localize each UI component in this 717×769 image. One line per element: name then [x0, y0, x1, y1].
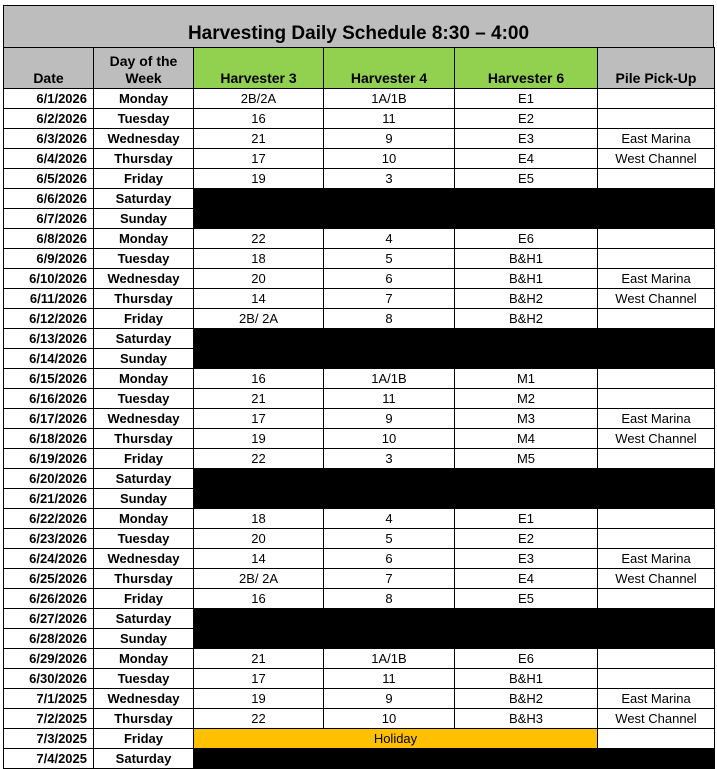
date-cell[interactable]: 6/19/2026	[4, 449, 94, 469]
harvester-6-cell[interactable]: B&H3	[455, 709, 598, 729]
day-cell[interactable]: Thursday	[94, 709, 194, 729]
date-cell[interactable]: 6/6/2026	[4, 189, 94, 209]
day-cell[interactable]: Sunday	[94, 629, 194, 649]
day-cell[interactable]: Sunday	[94, 349, 194, 369]
harvester-4-cell[interactable]: 11	[324, 109, 455, 129]
table-row	[4, 209, 715, 229]
table-row	[4, 729, 715, 749]
harvester-6-cell[interactable]: E1	[455, 89, 598, 109]
date-cell[interactable]: 6/4/2026	[4, 149, 94, 169]
table-row	[4, 569, 715, 589]
harvester-6-cell[interactable]: B&H2	[455, 309, 598, 329]
date-cell[interactable]: 6/25/2026	[4, 569, 94, 589]
date-cell[interactable]: 6/12/2026	[4, 309, 94, 329]
harvester-4-cell[interactable]: 10	[324, 709, 455, 729]
table-row	[4, 669, 715, 689]
harvester-3-cell[interactable]: 20	[194, 269, 324, 289]
harvester-3-cell[interactable]: 14	[194, 289, 324, 309]
day-cell[interactable]: Tuesday	[94, 109, 194, 129]
harvester-4-cell[interactable]: 8	[324, 309, 455, 329]
header-harvester-6[interactable]: Harvester 6	[455, 48, 598, 89]
schedule-table	[3, 47, 715, 769]
table-row	[4, 149, 715, 169]
harvester-4-cell[interactable]: 9	[324, 689, 455, 709]
harvester-3-cell[interactable]: 2B/ 2A	[194, 309, 324, 329]
day-cell[interactable]: Monday	[94, 89, 194, 109]
harvester-6-cell[interactable]: M3	[455, 409, 598, 429]
day-cell[interactable]: Friday	[94, 449, 194, 469]
harvester-6-cell[interactable]: B&H1	[455, 669, 598, 689]
table-row	[4, 609, 715, 629]
harvester-4-cell[interactable]: 11	[324, 389, 455, 409]
weekend-blocked-cell[interactable]	[194, 489, 715, 509]
header-date[interactable]: Date	[4, 48, 94, 89]
harvester-4-cell[interactable]: 11	[324, 669, 455, 689]
harvester-3-cell[interactable]: 19	[194, 429, 324, 449]
date-cell[interactable]: 6/28/2026	[4, 629, 94, 649]
pile-pick-up-cell[interactable]: West Channel	[598, 149, 715, 169]
date-cell[interactable]: 6/1/2026	[4, 89, 94, 109]
harvester-4-cell[interactable]: 10	[324, 149, 455, 169]
pile-pick-up-cell[interactable]	[598, 249, 715, 269]
harvester-3-cell[interactable]: 16	[194, 589, 324, 609]
date-cell[interactable]: 7/1/2025	[4, 689, 94, 709]
weekend-blocked-cell[interactable]	[194, 189, 715, 209]
harvester-4-cell[interactable]: 5	[324, 529, 455, 549]
table-row	[4, 189, 715, 209]
harvester-3-cell[interactable]: 18	[194, 509, 324, 529]
holiday-cell[interactable]: Holiday	[194, 729, 598, 749]
table-row	[4, 529, 715, 549]
day-cell[interactable]: Saturday	[94, 469, 194, 489]
harvester-3-cell[interactable]: 21	[194, 129, 324, 149]
date-cell[interactable]: 6/13/2026	[4, 329, 94, 349]
pile-pick-up-cell[interactable]: East Marina	[598, 269, 715, 289]
harvester-3-cell[interactable]: 16	[194, 109, 324, 129]
day-cell[interactable]: Tuesday	[94, 529, 194, 549]
day-cell[interactable]: Friday	[94, 589, 194, 609]
day-cell[interactable]: Wednesday	[94, 409, 194, 429]
harvester-3-cell[interactable]: 16	[194, 369, 324, 389]
harvester-4-cell[interactable]: 4	[324, 509, 455, 529]
pile-pick-up-cell[interactable]	[598, 669, 715, 689]
date-cell[interactable]: 6/14/2026	[4, 349, 94, 369]
date-cell[interactable]: 6/5/2026	[4, 169, 94, 189]
table-row	[4, 249, 715, 269]
day-cell[interactable]: Tuesday	[94, 669, 194, 689]
day-cell[interactable]: Saturday	[94, 189, 194, 209]
date-cell[interactable]: 6/8/2026	[4, 229, 94, 249]
schedule-title: Harvesting Daily Schedule 8:30 – 4:00	[3, 5, 714, 47]
weekend-blocked-cell[interactable]	[194, 609, 715, 629]
day-cell[interactable]: Monday	[94, 649, 194, 669]
harvester-4-cell[interactable]: 1A/1B	[324, 89, 455, 109]
date-cell[interactable]: 7/3/2025	[4, 729, 94, 749]
weekend-blocked-cell[interactable]	[194, 349, 715, 369]
harvester-4-cell[interactable]: 9	[324, 129, 455, 149]
date-cell[interactable]: 6/29/2026	[4, 649, 94, 669]
date-cell[interactable]: 6/21/2026	[4, 489, 94, 509]
header-row	[4, 48, 715, 89]
table-row	[4, 469, 715, 489]
day-cell[interactable]: Monday	[94, 229, 194, 249]
harvester-4-cell[interactable]: 9	[324, 409, 455, 429]
harvester-6-cell[interactable]: B&H2	[455, 689, 598, 709]
pile-pick-up-cell[interactable]: East Marina	[598, 549, 715, 569]
harvester-4-cell[interactable]: 3	[324, 169, 455, 189]
pile-pick-up-cell[interactable]: West Channel	[598, 429, 715, 449]
table-row	[4, 429, 715, 449]
header-day-line-2: Week	[125, 70, 162, 86]
table-row	[4, 309, 715, 329]
day-cell[interactable]: Tuesday	[94, 249, 194, 269]
harvester-4-cell[interactable]: 10	[324, 429, 455, 449]
pile-pick-up-cell[interactable]	[598, 649, 715, 669]
harvester-3-cell[interactable]: 19	[194, 169, 324, 189]
table-row	[4, 229, 715, 249]
pile-pick-up-cell[interactable]	[598, 509, 715, 529]
harvester-6-cell[interactable]: E6	[455, 229, 598, 249]
table-row	[4, 409, 715, 429]
harvester-6-cell[interactable]: M1	[455, 369, 598, 389]
day-cell[interactable]: Friday	[94, 729, 194, 749]
harvester-6-cell[interactable]: E5	[455, 169, 598, 189]
table-row	[4, 169, 715, 189]
table-row	[4, 289, 715, 309]
harvester-3-cell[interactable]: 17	[194, 149, 324, 169]
weekend-blocked-cell[interactable]	[194, 629, 715, 649]
day-cell[interactable]: Thursday	[94, 569, 194, 589]
header-day-of-week[interactable]	[94, 48, 194, 89]
day-cell[interactable]: Thursday	[94, 289, 194, 309]
day-cell[interactable]: Thursday	[94, 429, 194, 449]
harvester-4-cell[interactable]: 4	[324, 229, 455, 249]
day-cell[interactable]: Saturday	[94, 329, 194, 349]
harvester-4-cell[interactable]: 8	[324, 589, 455, 609]
pile-pick-up-cell[interactable]	[598, 369, 715, 389]
pile-pick-up-cell[interactable]	[598, 589, 715, 609]
pile-pick-up-cell[interactable]: West Channel	[598, 569, 715, 589]
date-cell[interactable]: 7/2/2025	[4, 709, 94, 729]
day-cell[interactable]: Wednesday	[94, 129, 194, 149]
header-harvester-3[interactable]: Harvester 3	[194, 48, 324, 89]
pile-pick-up-cell[interactable]: West Channel	[598, 289, 715, 309]
harvester-4-cell[interactable]: 7	[324, 289, 455, 309]
harvester-3-cell[interactable]: 17	[194, 409, 324, 429]
date-cell[interactable]: 6/22/2026	[4, 509, 94, 529]
harvester-6-cell[interactable]: B&H1	[455, 249, 598, 269]
table-row	[4, 349, 715, 369]
harvester-3-cell[interactable]: 14	[194, 549, 324, 569]
date-cell[interactable]: 6/30/2026	[4, 669, 94, 689]
pile-pick-up-cell[interactable]	[598, 229, 715, 249]
table-row	[4, 389, 715, 409]
date-cell[interactable]: 6/2/2026	[4, 109, 94, 129]
table-row	[4, 629, 715, 649]
day-cell[interactable]: Monday	[94, 369, 194, 389]
harvester-6-cell[interactable]: E1	[455, 509, 598, 529]
date-cell[interactable]: 6/17/2026	[4, 409, 94, 429]
harvester-6-cell[interactable]: M2	[455, 389, 598, 409]
day-cell[interactable]: Tuesday	[94, 389, 194, 409]
header-day-line-1: Day of the	[109, 53, 178, 69]
day-cell[interactable]: Saturday	[94, 749, 194, 769]
table-row	[4, 369, 715, 389]
table-row	[4, 709, 715, 729]
day-cell[interactable]: Monday	[94, 509, 194, 529]
day-cell[interactable]: Thursday	[94, 149, 194, 169]
day-cell[interactable]: Friday	[94, 309, 194, 329]
pile-pick-up-cell[interactable]: East Marina	[598, 409, 715, 429]
date-cell[interactable]: 6/10/2026	[4, 269, 94, 289]
pile-pick-up-cell[interactable]	[598, 89, 715, 109]
harvester-3-cell[interactable]: 22	[194, 709, 324, 729]
day-cell[interactable]: Friday	[94, 169, 194, 189]
harvester-3-cell[interactable]: 22	[194, 449, 324, 469]
day-cell[interactable]: Wednesday	[94, 549, 194, 569]
table-row	[4, 89, 715, 109]
pile-pick-up-cell[interactable]: East Marina	[598, 689, 715, 709]
table-row	[4, 649, 715, 669]
harvester-3-cell[interactable]: 19	[194, 689, 324, 709]
pile-pick-up-cell[interactable]	[598, 109, 715, 129]
pile-pick-up-cell[interactable]: East Marina	[598, 129, 715, 149]
harvester-6-cell[interactable]: E2	[455, 529, 598, 549]
date-cell[interactable]: 6/20/2026	[4, 469, 94, 489]
date-cell[interactable]: 6/11/2026	[4, 289, 94, 309]
harvester-6-cell[interactable]: M4	[455, 429, 598, 449]
table-row	[4, 269, 715, 289]
harvester-6-cell[interactable]: E2	[455, 109, 598, 129]
day-cell[interactable]: Wednesday	[94, 689, 194, 709]
harvester-3-cell[interactable]: 2B/2A	[194, 89, 324, 109]
date-cell[interactable]: 6/3/2026	[4, 129, 94, 149]
weekend-blocked-cell[interactable]	[194, 469, 715, 489]
date-cell[interactable]: 6/15/2026	[4, 369, 94, 389]
harvester-4-cell[interactable]: 1A/1B	[324, 649, 455, 669]
harvester-6-cell[interactable]: M5	[455, 449, 598, 469]
day-cell[interactable]: Sunday	[94, 209, 194, 229]
day-cell[interactable]: Saturday	[94, 609, 194, 629]
harvester-4-cell[interactable]: 7	[324, 569, 455, 589]
table-row	[4, 329, 715, 349]
pile-pick-up-cell[interactable]	[598, 389, 715, 409]
harvester-6-cell[interactable]: E5	[455, 589, 598, 609]
harvester-3-cell[interactable]: 20	[194, 529, 324, 549]
pile-pick-up-cell[interactable]	[598, 449, 715, 469]
table-row	[4, 749, 715, 769]
harvester-3-cell[interactable]: 21	[194, 389, 324, 409]
harvester-6-cell[interactable]: E3	[455, 129, 598, 149]
pile-pick-up-cell[interactable]	[598, 309, 715, 329]
harvester-4-cell[interactable]: 3	[324, 449, 455, 469]
pile-pick-up-cell[interactable]	[598, 529, 715, 549]
harvester-3-cell[interactable]: 2B/ 2A	[194, 569, 324, 589]
harvester-6-cell[interactable]: B&H2	[455, 289, 598, 309]
harvester-4-cell[interactable]: 6	[324, 549, 455, 569]
table-row	[4, 509, 715, 529]
header-pile-pick-up[interactable]: Pile Pick-Up	[598, 48, 715, 89]
date-cell[interactable]: 6/27/2026	[4, 609, 94, 629]
table-row	[4, 129, 715, 149]
date-cell[interactable]: 6/18/2026	[4, 429, 94, 449]
weekend-blocked-cell[interactable]	[194, 329, 715, 349]
harvester-4-cell[interactable]: 5	[324, 249, 455, 269]
weekend-blocked-cell[interactable]	[194, 749, 715, 769]
schedule-sheet	[3, 5, 714, 769]
harvester-3-cell[interactable]: 21	[194, 649, 324, 669]
date-cell[interactable]: 6/16/2026	[4, 389, 94, 409]
header-harvester-4[interactable]: Harvester 4	[324, 48, 455, 89]
date-cell[interactable]: 6/7/2026	[4, 209, 94, 229]
date-cell[interactable]: 6/24/2026	[4, 549, 94, 569]
pile-pick-up-cell[interactable]	[598, 169, 715, 189]
date-cell[interactable]: 7/4/2025	[4, 749, 94, 769]
harvester-6-cell[interactable]: E3	[455, 549, 598, 569]
harvester-3-cell[interactable]: 17	[194, 669, 324, 689]
pile-pick-up-cell[interactable]: West Channel	[598, 709, 715, 729]
table-row	[4, 449, 715, 469]
harvester-3-cell[interactable]: 18	[194, 249, 324, 269]
day-cell[interactable]: Sunday	[94, 489, 194, 509]
harvester-6-cell[interactable]: B&H1	[455, 269, 598, 289]
harvester-3-cell[interactable]: 22	[194, 229, 324, 249]
schedule-rows	[4, 89, 715, 769]
table-row	[4, 589, 715, 609]
date-cell[interactable]: 6/9/2026	[4, 249, 94, 269]
table-row	[4, 689, 715, 709]
harvester-6-cell[interactable]: E6	[455, 649, 598, 669]
harvester-6-cell[interactable]: E4	[455, 149, 598, 169]
date-cell[interactable]: 6/26/2026	[4, 589, 94, 609]
table-row	[4, 549, 715, 569]
harvester-4-cell[interactable]: 1A/1B	[324, 369, 455, 389]
pile-pick-up-cell[interactable]	[598, 729, 715, 749]
day-cell[interactable]: Wednesday	[94, 269, 194, 289]
date-cell[interactable]: 6/23/2026	[4, 529, 94, 549]
table-row	[4, 489, 715, 509]
weekend-blocked-cell[interactable]	[194, 209, 715, 229]
table-row	[4, 109, 715, 129]
harvester-6-cell[interactable]: E4	[455, 569, 598, 589]
harvester-4-cell[interactable]: 6	[324, 269, 455, 289]
